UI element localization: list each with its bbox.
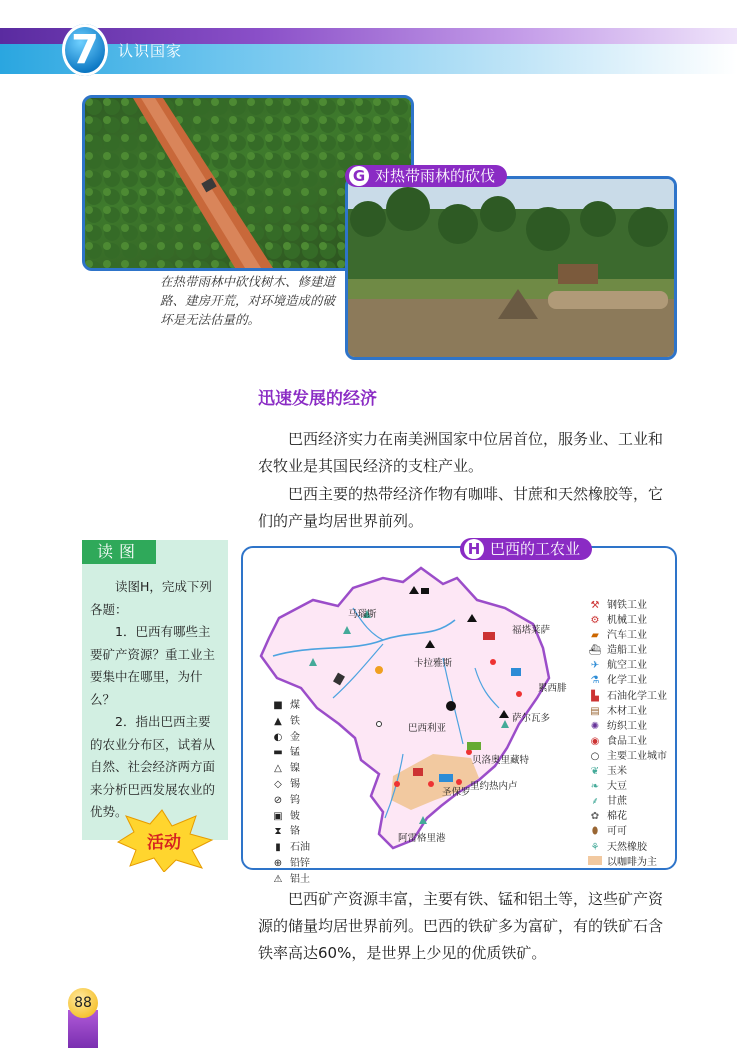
car-icon: ▰	[591, 630, 599, 642]
legend-item: ▰ 汽车工业	[587, 628, 667, 643]
cotton-icon: ✿	[590, 811, 600, 823]
nickel-icon: △	[274, 763, 282, 775]
section-paragraph-2: 巴西主要的热带经济作物有咖啡、甘蔗和天然橡胶等，它们的产量均居世界前列。	[258, 485, 664, 530]
legend-item: ⛴ 造船工业	[587, 643, 667, 658]
soybean-icon: ❧	[590, 781, 600, 793]
read-map-intro: 读图H，完成下列各题：	[90, 579, 212, 617]
section-title: 迅速发展的经济	[258, 389, 377, 409]
legend-item: ⚠ 铝土	[270, 872, 310, 888]
photo-g-title-tag	[345, 165, 507, 187]
activity-starburst	[112, 808, 216, 872]
label-belo-horizonte: 贝洛奥里藏特	[472, 755, 530, 766]
corn-icon: ❦	[590, 766, 600, 778]
beryllium-icon: ▣	[273, 810, 283, 822]
legend-item: ❦ 玉米	[587, 764, 667, 779]
chemical-icon: ⚗	[590, 675, 600, 687]
sugarcane-icon: ⸙	[591, 796, 599, 808]
mineral-legend	[270, 698, 310, 888]
legend-item: ✿ 棉花	[587, 809, 667, 824]
activity-label: 活动	[147, 833, 181, 853]
tin-icon: ◇	[274, 778, 282, 790]
legend-item: △ 镍	[270, 761, 310, 777]
industrial-city-icon: ○	[590, 750, 600, 762]
rubber-icon: ⚘	[590, 841, 600, 853]
legend-item: ▮ 石油	[270, 840, 310, 856]
coffee-area-swatch	[587, 855, 603, 870]
photo-caption: 在热带雨林中砍伐树木、修建道路、建房开荒，对环境造成的破坏是无法估量的。	[160, 274, 336, 327]
chapter-header-stripe	[0, 44, 737, 74]
label-recife: 累西腓	[538, 683, 567, 694]
read-map-questions	[90, 576, 222, 824]
legend-item: ⚗ 化学工业	[587, 673, 667, 688]
industry-legend	[587, 598, 667, 870]
bauxite-icon: ⚠	[273, 873, 283, 885]
label-manaus: 马瑙斯	[348, 609, 377, 620]
oil-icon: ▮	[275, 842, 281, 854]
label-salvador: 萨尔瓦多	[512, 713, 551, 724]
legend-item: ✈ 航空工业	[587, 658, 667, 673]
legend-item: ▣ 铍	[270, 809, 310, 825]
deforestation-illustration	[348, 179, 674, 357]
chapter-title: 认识国家	[118, 42, 183, 60]
legend-item: ■ 煤	[270, 698, 310, 714]
lead-zinc-icon: ⊕	[273, 857, 283, 869]
read-map-question-2: 2．指出巴西主要的农业分布区，试着从自然、社会经济两方面来分析巴西发展农业的优势。	[90, 714, 216, 819]
legend-item: ⊕ 铅锌	[270, 856, 310, 872]
food-icon: ◉	[590, 735, 600, 747]
section-paragraph-1: 巴西经济实力在南美洲国家中位居首位，服务业、工业和农牧业是其国民经济的支柱产业。	[258, 430, 664, 475]
gold-icon: ◐	[273, 731, 283, 743]
photo-g-letter: G	[349, 166, 369, 186]
legend-item: ⚘ 天然橡胶	[587, 840, 667, 855]
legend-item: ⧗ 铬	[270, 824, 310, 840]
manganese-icon: ▬	[273, 747, 283, 759]
chapter-number-badge: 7	[62, 24, 108, 76]
ship-icon: ⛴	[588, 645, 602, 657]
cocoa-icon: ⬮	[591, 826, 599, 838]
legend-item: ○ 主要工业城市	[587, 749, 667, 764]
read-map-question-1: 1．巴西有哪些主要矿产资源？重工业主要集中在哪里，为什么？	[90, 624, 216, 707]
label-sao-paulo: 圣保罗	[442, 787, 471, 798]
coal-icon: ■	[273, 700, 283, 711]
map-h-title: 巴西的工农业	[490, 540, 581, 558]
activity-badge	[112, 808, 216, 872]
legend-item: ▤ 木材工业	[587, 704, 667, 719]
steel-icon: ⚒	[590, 600, 600, 611]
chromium-icon: ⧗	[274, 826, 282, 838]
legend-item: ❧ 大豆	[587, 779, 667, 794]
label-brasilia: 巴西利亚	[408, 723, 447, 734]
legend-item: ⸙ 甘蔗	[587, 794, 667, 809]
legend-item: ◐ 金	[270, 730, 310, 746]
legend-item: ⬮ 可可	[587, 824, 667, 839]
legend-item: ⚙ 机械工业	[587, 613, 667, 628]
legend-item: ▙ 石油化学工业	[587, 689, 667, 704]
iron-icon: ▲	[274, 715, 282, 727]
deforestation-photo	[345, 176, 677, 360]
legend-item: ✺ 纺织工业	[587, 719, 667, 734]
map-h-letter: H	[464, 539, 484, 559]
airplane-icon: ✈	[590, 660, 600, 672]
legend-item: 以咖啡为主	[587, 855, 667, 870]
photo-g-title: 对热带雨林的砍伐	[375, 167, 496, 185]
label-carajas: 卡拉雅斯	[414, 658, 453, 669]
machinery-icon: ⚙	[590, 615, 600, 627]
page-number: 88	[68, 988, 98, 1018]
label-porto-alegre: 阿雷格里港	[398, 833, 446, 844]
read-map-box	[82, 540, 228, 840]
petrochemical-icon: ▙	[591, 690, 599, 702]
legend-item: ◇ 锡	[270, 777, 310, 793]
legend-item: ◉ 食品工业	[587, 734, 667, 749]
legend-item: ⊘ 钨	[270, 793, 310, 809]
legend-item: ▲ 铁	[270, 714, 310, 730]
label-rio: 里约热内卢	[470, 781, 518, 792]
legend-item: ⚒ 钢铁工业	[587, 598, 667, 613]
label-fortaleza: 福塔莱萨	[512, 625, 551, 636]
closing-paragraph: 巴西矿产资源丰富，主要有铁、锰和铝土等，这些矿产资源的储量均居世界前列。巴西的铁矿多为富矿，有的铁矿石含铁率高达60%，是世界上少见的优质铁矿。	[258, 890, 664, 962]
legend-item: ▬ 锰	[270, 745, 310, 761]
tungsten-icon: ⊘	[273, 794, 283, 806]
textile-icon: ✺	[590, 720, 600, 732]
read-map-heading: 读图	[82, 540, 156, 564]
timber-icon: ▤	[590, 705, 600, 717]
